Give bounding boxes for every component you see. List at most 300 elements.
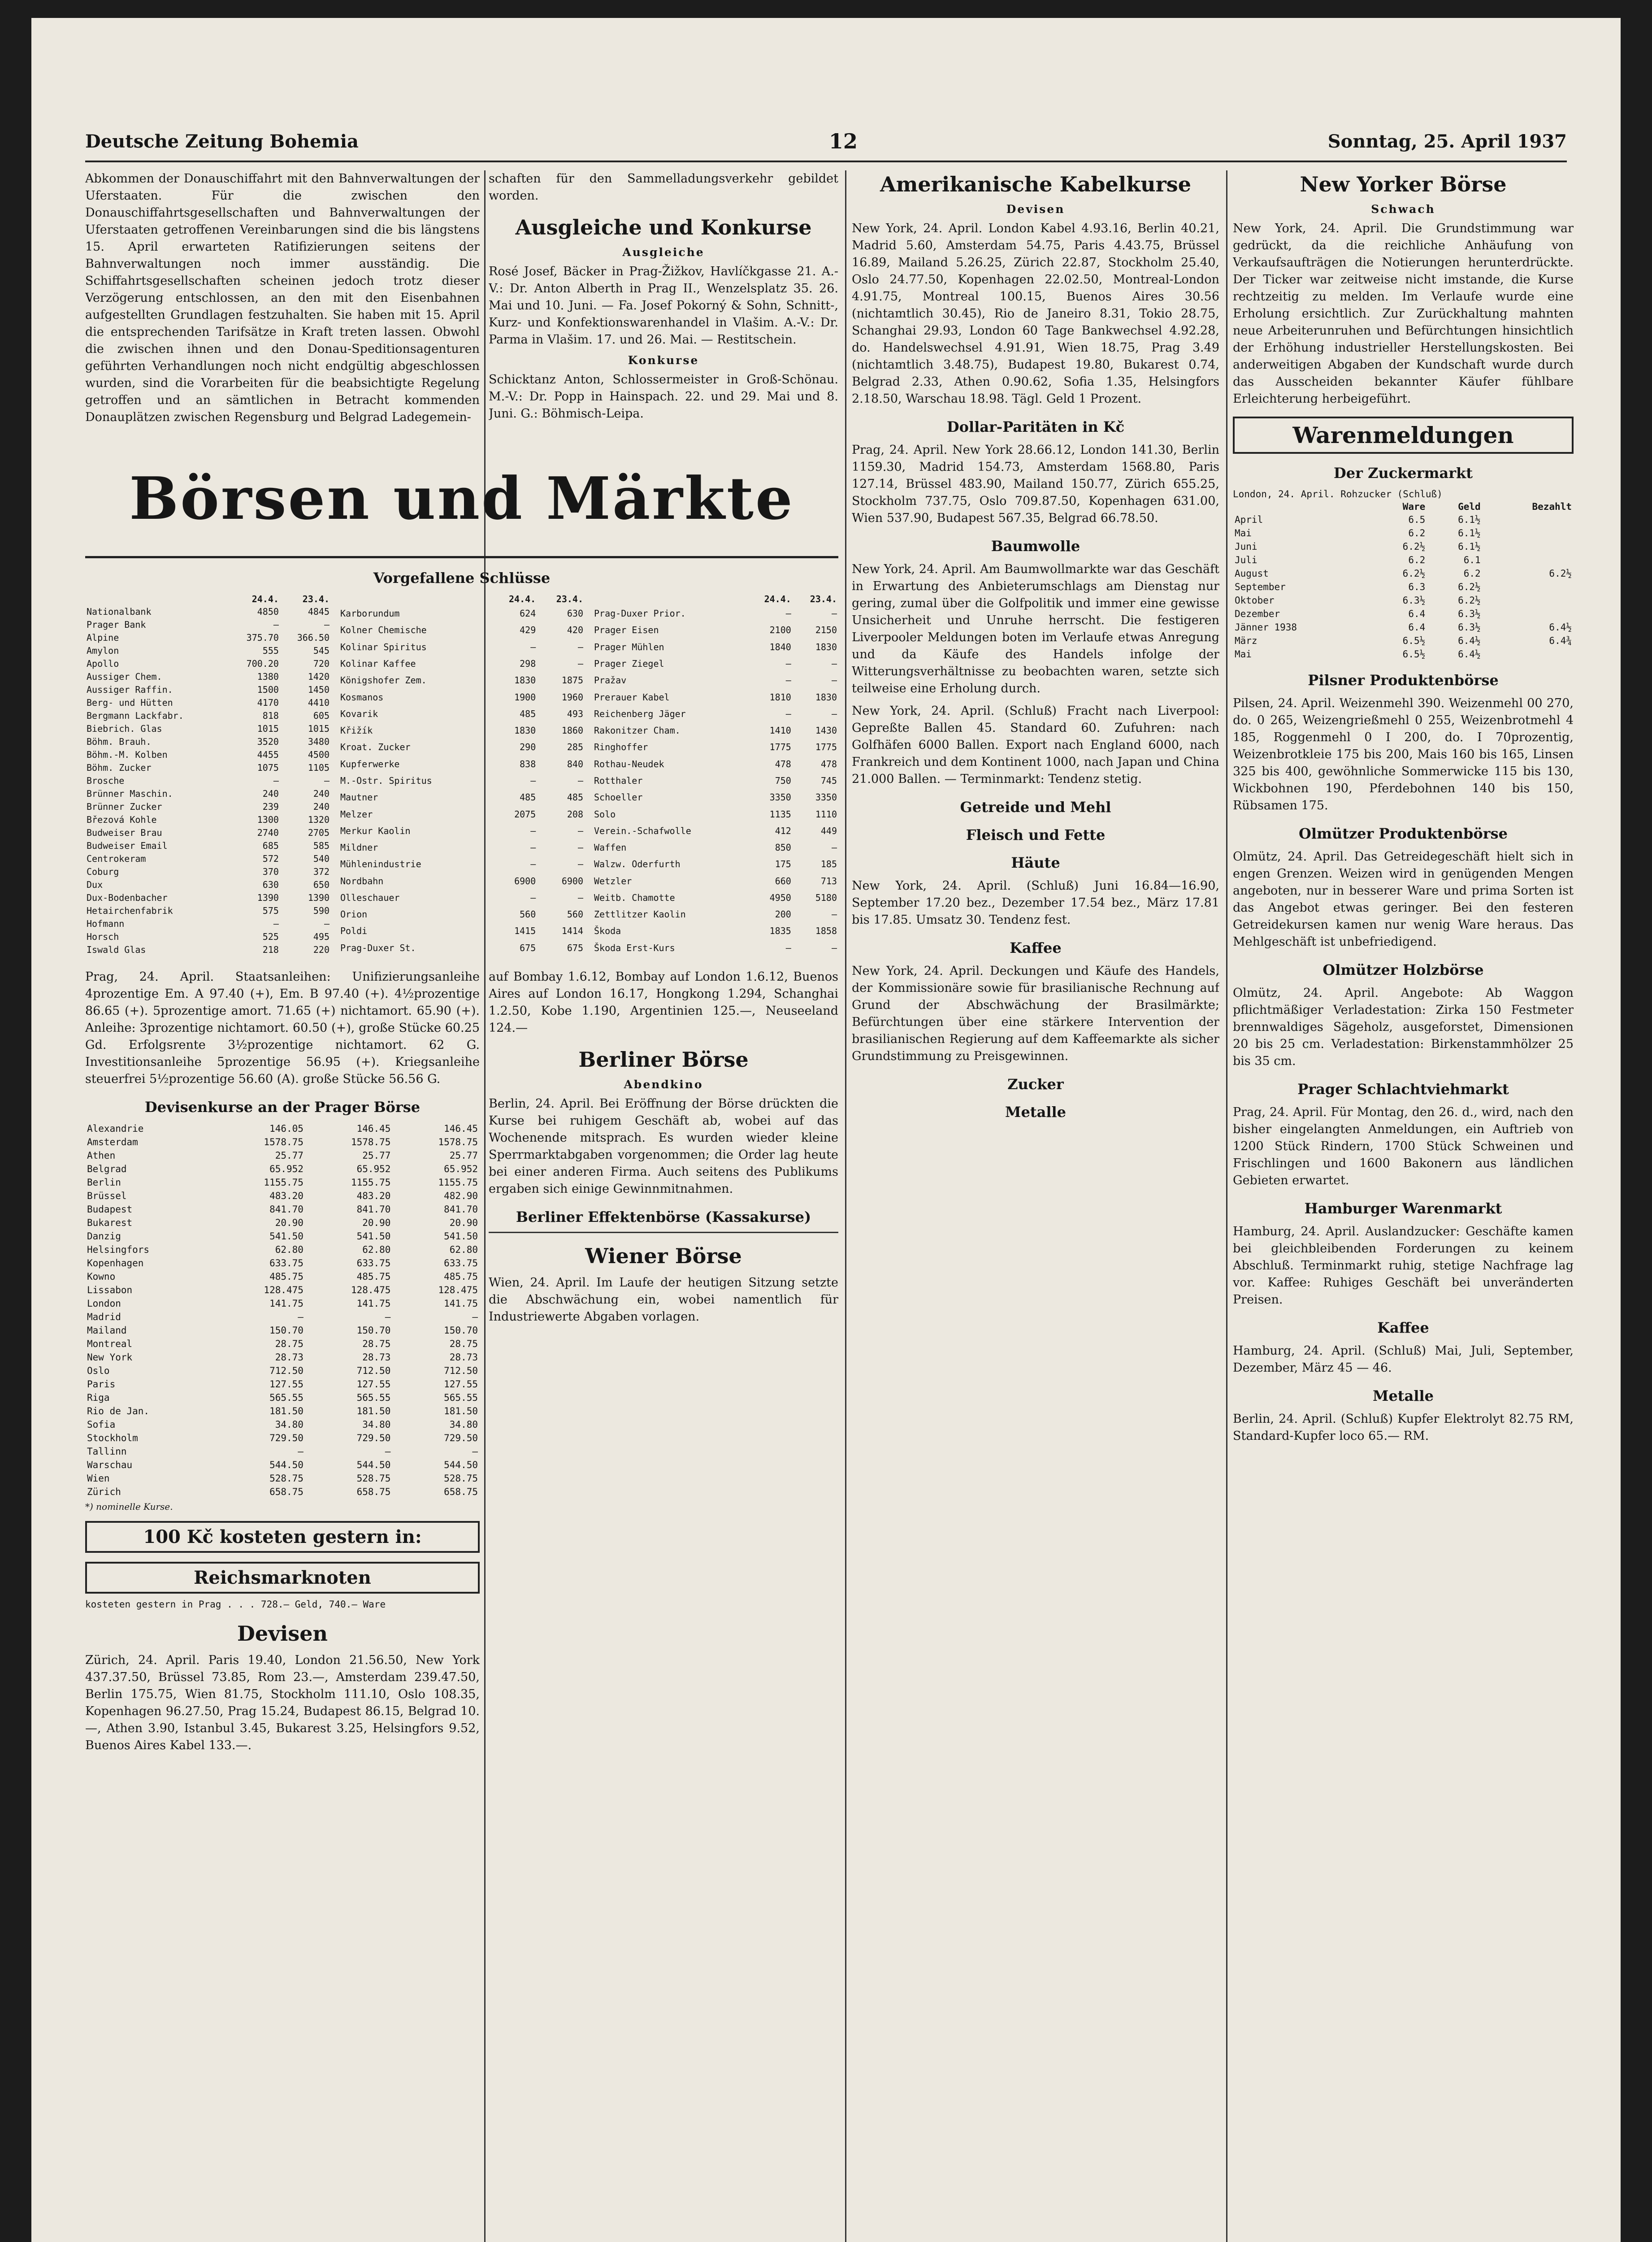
row-value: 485 <box>520 792 536 803</box>
row-value: 20.90 <box>362 1217 391 1228</box>
table-row <box>85 787 331 800</box>
row-value: — <box>324 619 330 630</box>
table-row <box>85 1283 480 1297</box>
row-value: 685 <box>262 840 279 851</box>
table-row <box>593 923 838 939</box>
row-value: 6.3½ <box>1458 622 1481 633</box>
row-value: — <box>530 825 536 836</box>
row-value: 6.1½ <box>1458 528 1481 539</box>
section-masthead: Börsen und Märkte <box>129 464 794 533</box>
table-row <box>339 722 585 739</box>
row-value: 1320 <box>308 814 330 825</box>
row-value: 712.50 <box>269 1365 304 1376</box>
row-label: Bukarest <box>87 1217 133 1228</box>
row-value: 28.73 <box>449 1352 478 1363</box>
zucker-london: London, 24. April. Rohzucker (Schluß) <box>1233 489 1443 500</box>
row-value: — <box>385 1446 391 1457</box>
col-header: 24.4. <box>251 594 279 604</box>
row-label: Nordbahn <box>340 875 384 886</box>
row-value: 750 <box>775 775 791 786</box>
row-value: 65.952 <box>444 1164 478 1174</box>
row-value: 660 <box>775 875 791 886</box>
row-value: 285 <box>567 742 583 753</box>
table-row <box>593 639 838 656</box>
row-value: 841.70 <box>356 1204 391 1215</box>
kaffee-hamburg-text: Hamburg, 24. April. (Schluß) Mai, Juli, September, Dezember, März 45 — 46. <box>1233 1344 1574 1375</box>
row-value: 745 <box>820 775 837 786</box>
row-value: — <box>831 942 837 953</box>
row-label: Lissabon <box>87 1285 133 1295</box>
row-value: 3350 <box>769 792 791 803</box>
table-row <box>593 656 838 672</box>
row-label: Solo <box>594 808 616 820</box>
row-value: 375.70 <box>246 632 279 643</box>
wiener-boerse-title: Wiener Börse <box>585 1244 742 1268</box>
row-label: September <box>1235 582 1286 592</box>
kaffee-text: New York, 24. April. Deckungen und Käufe des Handels, der Kommissionäre sowie für brasilianische Rechnung auf Grund der Abschwächung der Brasilmärkte; Befürchtungen über eine stärkere Intervention der brasilianischen Regierung auf dem Kaffeemarkte als sicher Grundstimmung zu Preisgewinnen. <box>852 964 1219 1063</box>
row-value: 6.1 <box>1463 555 1481 565</box>
row-value: 700.20 <box>246 658 279 669</box>
row-label: Prager Bank <box>87 619 146 630</box>
table-row <box>339 789 585 806</box>
col-header: 23.4. <box>302 594 330 604</box>
baumwolle-schluss: New York, 24. April. (Schluß) Fracht nach Liverpool: Gepreßte Ballen 45. Standard 60. Zufuhren: nach Golfhäfen 6000 Ballen. Export nach England 6000, nach Frankreich und dem Kontinent 1000, nach Japan und China 21.000 Ballen. — Terminmarkt: Tendenz stetig. <box>852 704 1219 786</box>
row-label: Aussiger Chem. <box>87 671 162 682</box>
row-value: 6.1½ <box>1458 514 1481 525</box>
row-value: 290 <box>520 742 536 753</box>
row-value: 485.75 <box>444 1271 478 1282</box>
row-value: 528.75 <box>444 1473 478 1484</box>
subhead-getreide: Getreide und Mehl <box>960 799 1111 816</box>
row-value: — <box>324 918 330 929</box>
row-value: 624 <box>520 608 536 619</box>
table-row <box>85 878 331 891</box>
row-value: 34.80 <box>362 1419 391 1430</box>
box-reichsmark: Reichsmarknoten <box>85 1562 480 1594</box>
table-row <box>85 943 331 956</box>
paper-name: Deutsche Zeitung Bohemia <box>85 130 359 152</box>
row-value: 729.50 <box>356 1433 391 1443</box>
row-value: 560 <box>567 909 583 920</box>
row-value: — <box>472 1312 478 1322</box>
row-value: 1300 <box>257 814 279 825</box>
row-value: 2150 <box>815 625 837 636</box>
table-row <box>85 1445 480 1458</box>
col-header: 23.4. <box>810 594 837 604</box>
reichsmark-text: kosteten gestern in Prag . . . 728.— Geld, 740.— Ware <box>85 1599 386 1610</box>
row-value: 1900 <box>514 691 536 703</box>
row-value: 485 <box>520 708 536 719</box>
row-value: 4410 <box>308 697 330 708</box>
row-label: Škoda <box>594 925 621 937</box>
row-label: Zürich <box>87 1486 121 1497</box>
table-row <box>593 890 838 906</box>
row-value: — <box>785 675 791 686</box>
row-label: Wetzler <box>594 875 632 886</box>
row-value: 1155.75 <box>351 1177 391 1188</box>
row-value: 1775 <box>815 742 837 753</box>
row-label: Merkur Kaolin <box>340 825 411 836</box>
row-label: Schoeller <box>594 792 643 803</box>
row-value: 127.55 <box>356 1379 391 1390</box>
section-title-ausgleiche: Ausgleiche und Konkurse <box>515 215 812 239</box>
row-value: 28.73 <box>275 1352 304 1363</box>
table-row <box>1233 594 1574 607</box>
col-header: Geld <box>1458 501 1481 512</box>
schlachtvieh-title: Prager Schlachtviehmarkt <box>1297 1081 1509 1098</box>
row-label: Březová Kohle <box>87 814 157 825</box>
table-row <box>339 605 585 622</box>
row-value: 1860 <box>561 725 583 736</box>
row-label: Biebrich. Glas <box>87 723 162 734</box>
row-value: 146.45 <box>444 1123 478 1134</box>
row-value: 630 <box>262 879 279 890</box>
row-value: 127.55 <box>269 1379 304 1390</box>
row-label: Dezember <box>1235 608 1280 619</box>
table-row <box>85 1351 480 1364</box>
row-value: 1390 <box>308 892 330 903</box>
metalle-text: Berlin, 24. April. (Schluß) Kupfer Elektrolyt 82.75 RM, Standard-Kupfer loco 65.— RM. <box>1233 1412 1574 1443</box>
row-value: 6.2 <box>1408 528 1426 539</box>
table-row <box>85 1270 480 1283</box>
table-row <box>85 1431 480 1445</box>
row-value: — <box>831 842 837 853</box>
row-value: 4845 <box>308 606 330 617</box>
table-row <box>85 1337 480 1351</box>
row-label: Apollo <box>87 658 119 669</box>
row-value: 62.80 <box>362 1244 391 1255</box>
header-rule <box>85 161 1567 162</box>
row-label: Kovarik <box>340 708 378 719</box>
row-value <box>1483 540 1574 553</box>
table-row <box>85 1297 480 1310</box>
row-label: Athen <box>87 1150 116 1161</box>
row-value: 185 <box>820 859 837 870</box>
row-label: Amylon <box>87 645 119 656</box>
konkurse-text: Schicktanz Anton, Schlossermeister in Groß-Schönau. M.-V.: Dr. Popp in Hainspach. 22. und 29. Mai und 8. Juni. G.: Böhmisch-Leipa. <box>489 373 838 421</box>
subhead-haeute: Häute <box>1011 854 1060 871</box>
row-value: — <box>530 842 536 853</box>
row-value: — <box>324 775 330 786</box>
row-value: 6900 <box>514 875 536 886</box>
row-label: Budapest <box>87 1204 133 1215</box>
subhead-metalle: Metalle <box>1005 1104 1066 1121</box>
row-label: Iswald Glas <box>87 944 146 955</box>
row-label: Kroat. Zucker <box>340 742 411 753</box>
row-label: Warschau <box>87 1460 133 1470</box>
table-row <box>85 1377 480 1391</box>
row-value: 485.75 <box>269 1271 304 1282</box>
row-value: — <box>273 918 279 929</box>
row-value: 4455 <box>257 749 279 760</box>
lower-left-column <box>85 969 480 1760</box>
table-row <box>85 1243 480 1256</box>
row-value: 6.4½ <box>1458 649 1481 660</box>
row-value: 1810 <box>769 691 791 703</box>
row-value: 4950 <box>769 892 791 903</box>
table-row <box>85 670 331 683</box>
table-row <box>593 672 838 689</box>
row-value: 565.55 <box>444 1392 478 1403</box>
row-value: 1420 <box>308 671 330 682</box>
table-row <box>85 774 331 787</box>
row-value: — <box>831 909 837 920</box>
table-row <box>593 823 838 839</box>
table-row <box>85 1310 480 1324</box>
table-row <box>339 756 585 773</box>
row-value: 6.4 <box>1408 622 1426 633</box>
row-value: — <box>785 942 791 953</box>
row-value: 485.75 <box>356 1271 391 1282</box>
row-value: 449 <box>820 825 837 836</box>
table-row <box>339 689 585 705</box>
table-row <box>339 923 585 939</box>
row-label: März <box>1235 635 1257 646</box>
table-row <box>339 773 585 789</box>
table-row <box>593 622 838 639</box>
column-1-top <box>85 170 480 457</box>
row-value: 1075 <box>257 762 279 773</box>
row-value: 28.75 <box>449 1338 478 1349</box>
row-value: — <box>785 708 791 719</box>
row-value: 141.75 <box>444 1298 478 1309</box>
row-value: 493 <box>567 708 583 719</box>
row-label: Škoda Erst-Kurs <box>594 942 675 953</box>
table-row <box>1233 513 1574 526</box>
row-value: 1105 <box>308 762 330 773</box>
row-value: 565.55 <box>269 1392 304 1403</box>
row-value: 541.50 <box>444 1231 478 1242</box>
row-label: Dux-Bodenbacher <box>87 892 168 903</box>
pilsner-title: Pilsner Produktenbörse <box>1308 672 1499 689</box>
table-row <box>593 722 838 739</box>
row-value: 1830 <box>815 641 837 652</box>
row-value: 20.90 <box>275 1217 304 1228</box>
row-value: 575 <box>262 905 279 916</box>
row-label: Juni <box>1235 541 1257 552</box>
table-row <box>339 639 585 656</box>
row-label: Ringhoffer <box>594 742 648 753</box>
row-label: Kolner Chemische <box>340 625 427 636</box>
table-row <box>593 756 838 773</box>
table-row <box>85 800 331 813</box>
row-value: — <box>577 775 583 786</box>
row-value: 605 <box>313 710 330 721</box>
table-row <box>593 806 838 822</box>
table-row <box>1233 647 1574 661</box>
row-label: Brosche <box>87 775 125 786</box>
row-value <box>1483 607 1574 621</box>
row-value: 240 <box>313 801 330 812</box>
row-value: 181.50 <box>356 1406 391 1416</box>
row-value: — <box>577 641 583 652</box>
row-value: 28.73 <box>362 1352 391 1363</box>
row-label: Wien <box>87 1473 110 1484</box>
row-value: 6.4 <box>1408 608 1426 619</box>
row-value: 525 <box>262 931 279 942</box>
running-header <box>85 126 1567 157</box>
row-value: 658.75 <box>444 1486 478 1497</box>
row-value: 483.20 <box>269 1191 304 1201</box>
berliner-text: Berlin, 24. April. Bei Eröffnung der Börse drückten die Kurse bei ruhigem Geschäft ab, wobei auf das Wochenende mitsprach. Es wurden wieder kleine Sperrmarktabgaben vorgenommen; die Order lag heute bei einer anderen Firma. Auch seitens des Publikums ergaben sich einige Gewinnmitnahmen. <box>489 1097 838 1196</box>
olmuetzer-produkten-text: Olmütz, 24. April. Das Getreidegeschäft hielt sich in engen Grenzen. Weizen wird in genügenden Mengen angeboten, nur in besserer Ware und prima Sorten ist das Angebot etwas geringer. Bei den festeren Getreidekursen kamen nur wenig Ware heraus. Das Mehlgeschäft ist unbefriedigend. <box>1233 850 1574 949</box>
row-value: — <box>577 825 583 836</box>
row-value: 65.952 <box>356 1164 391 1174</box>
row-value: 6.2 <box>1463 568 1481 579</box>
row-label: Prag-Duxer Prior. <box>594 608 686 619</box>
row-value: — <box>831 708 837 719</box>
row-value <box>1483 594 1574 607</box>
row-value: 1875 <box>561 675 583 686</box>
row-label: Mautner <box>340 792 378 803</box>
row-value: 478 <box>820 758 837 769</box>
row-label: Rotthaler <box>594 775 643 786</box>
table-row <box>85 1458 480 1472</box>
row-value: 181.50 <box>269 1406 304 1416</box>
row-value: 200 <box>775 909 791 920</box>
table-row <box>85 631 331 644</box>
table-row <box>1233 621 1574 634</box>
row-value: 2075 <box>514 808 536 820</box>
row-value: 366.50 <box>297 632 330 643</box>
row-value: — <box>577 658 583 669</box>
row-label: Kolinar Kaffee <box>340 658 416 669</box>
row-label: Madrid <box>87 1312 121 1322</box>
stock-table-2 <box>339 593 585 956</box>
row-value: 150.70 <box>269 1325 304 1336</box>
row-value: — <box>273 775 279 786</box>
row-value: 1135 <box>769 808 791 820</box>
row-value: — <box>831 675 837 686</box>
row-label: Hetairchenfabrik <box>87 905 173 916</box>
row-value: 541.50 <box>356 1231 391 1242</box>
row-label: Prerauer Kabel <box>594 691 670 703</box>
row-label: Horsch <box>87 931 119 942</box>
row-label: Danzig <box>87 1231 121 1242</box>
row-value: 208 <box>567 808 583 820</box>
table-row <box>85 839 331 852</box>
row-label: Mai <box>1235 649 1252 660</box>
row-label: Alpine <box>87 632 119 643</box>
table-row <box>593 906 838 923</box>
row-label: Olleschauer <box>340 892 400 903</box>
kabelkurse-title: Amerikanische Kabelkurse <box>880 172 1191 196</box>
row-label: Riga <box>87 1392 110 1403</box>
haeute-text: New York, 24. April. (Schluß) Juni 16.84—16.90, September 17.20 bez., Dezember 17.54 bez., März 17.81 bis 17.85. Umsatz 30. Tendenz fest. <box>852 879 1219 927</box>
row-value: 298 <box>520 658 536 669</box>
devisen-title: Devisen <box>237 1621 328 1646</box>
row-value: 141.75 <box>356 1298 391 1309</box>
row-value: 4850 <box>257 606 279 617</box>
row-label: Rakonitzer Cham. <box>594 725 681 736</box>
row-value: 1414 <box>561 925 583 937</box>
row-value: 560 <box>520 909 536 920</box>
row-value: 1835 <box>769 925 791 937</box>
col-header <box>1233 500 1372 513</box>
row-value: 1110 <box>815 808 837 820</box>
row-value: — <box>530 775 536 786</box>
row-value: 541.50 <box>269 1231 304 1242</box>
row-label: Kupferwerke <box>340 758 400 769</box>
row-label: Königshofer Zem. <box>340 675 427 686</box>
row-label: Prager Mühlen <box>594 641 664 652</box>
table-row <box>85 1364 480 1377</box>
table-row <box>339 940 585 956</box>
row-value: 712.50 <box>444 1365 478 1376</box>
subhead-schwach: Schwach <box>1371 203 1435 216</box>
row-value: 28.75 <box>275 1338 304 1349</box>
row-value: 25.77 <box>449 1150 478 1161</box>
table-row <box>85 683 331 696</box>
subhead-dollar: Dollar-Paritäten in Kč <box>946 418 1125 435</box>
ny-boerse-text: New York, 24. April. Die Grundstimmung war gedrückt, da die reichliche Anhäufung von Verkaufsaufträgen die Notierungen herunterdrückte. Der Ticker war zeitweise nicht imstande, die Kurse rechtzeitig zu melden. Im Verlaufe wurde eine Erholung ersichtlich. Zur Zurückhaltung mahnten neue Arbeiterunruhen und Befürchtungen hinsichtlich der Erhöhung industrieller Herstellungskosten. Bei anderweitigen Abgaben der Kundschaft wurde durch das Ausscheiden bekannter Käufer fühlbare Erleichterung herbeigeführt. <box>1233 222 1574 406</box>
row-value: 713 <box>820 875 837 886</box>
row-label: Oktober <box>1235 595 1275 606</box>
row-value: 1830 <box>514 675 536 686</box>
devisen-footnote: *) nominelle Kurse. <box>85 1501 173 1512</box>
row-value: 1830 <box>815 691 837 703</box>
ausgleiche-text: Rosé Josef, Bäcker in Prag-Žižkov, Havlíčkgasse 21. A.-V.: Dr. Anton Alberth in Prag II., Wenzelsplatz 35. 26. Mai und 10. Juni. — Fa. Josef Pokorný & Sohn, Schnitt-, Kurz- und Konfektionswarenhandel in Vlašim. A.-V.: Dr. Parma in Vlašim. 17. und 26. Mai. — Restitschein. <box>489 265 838 347</box>
row-label: Walzw. Oderfurth <box>594 859 681 870</box>
article-donau: Abkommen der Donauschiffahrt mit den Bahnverwaltungen der Uferstaaten. Für die zwischen den Donauschiffahrtsgesellschaften und Bahnverwaltungen der Uferstaaten getroffenen Vereinbarungen sind die bis längstens 15. April erwarteten Ratifizierungen seitens der Bahnverwaltungen noch immer ausständig. Die Schiffahrtsgesellschaften scheinen jedoch trotz dieser Verzögerung entschlossen, an den mit den Eisenbahnen aufgestellten Grundlagen festzuhalten. Sie haben mit 15. April die entsprechenden Tarifsätze in Kraft treten lassen. Obwohl die zwischen ihnen und den Donau-Speditionsagenturen geführten Verhandlungen noch nicht endgültig abgeschlossen wurden, sind die Vorarbeiten für die beabsichtigte Regelung getroffen und an sämtlichen in Betracht kommenden Donauplätzen zwischen Regensburg und Belgrad Ladegemein- <box>85 172 480 424</box>
row-label: Amsterdam <box>87 1137 138 1147</box>
table-row <box>85 761 331 774</box>
row-value: 658.75 <box>356 1486 391 1497</box>
row-value: 6.2½ <box>1458 595 1481 606</box>
row-value: 633.75 <box>356 1258 391 1269</box>
row-label: Mai <box>1235 528 1252 539</box>
row-value: 34.80 <box>449 1419 478 1430</box>
hamburger-text: Hamburg, 24. April. Auslandzucker: Geschäfte kamen bei gleichbleibenden Forderungen zu keinem Abschluß. Terminmarkt ruhig, stetige Nachfrage lag vor. Kaffee: Ruhiges Geschäft bei unveränderten Preisen. <box>1233 1225 1574 1307</box>
row-label: Weitb. Chamotte <box>594 892 675 903</box>
table-row <box>85 1216 480 1230</box>
table-row <box>593 739 838 756</box>
row-label: Kopenhagen <box>87 1258 144 1269</box>
subhead-fleisch: Fleisch und Fette <box>966 826 1106 843</box>
column-rule <box>1226 170 1227 2242</box>
row-value: 3520 <box>257 736 279 747</box>
effektenboerse-title: Berliner Effektenbörse (Kassakurse) <box>516 1208 811 1225</box>
row-label: Dux <box>87 879 103 890</box>
row-value: 240 <box>313 788 330 799</box>
table-row <box>593 605 838 622</box>
dollar-text: Prag, 24. April. New York 28.66.12, London 141.30, Berlin 1159.30, Madrid 154.73, Amsterdam 1568.80, Paris 127.14, Brüssel 483.90, Mailand 150.77, Zürich 655.25, Stockholm 737.75, Oslo 709.87.50, Kopenhagen 631.00, Wien 537.90, Budapest 567.35, Belgrad 66.78.50. <box>852 443 1219 525</box>
row-value: 28.75 <box>362 1338 391 1349</box>
row-value: 6900 <box>561 875 583 886</box>
row-value: 840 <box>567 758 583 769</box>
row-value: 2740 <box>257 827 279 838</box>
row-label: Stockholm <box>87 1433 138 1443</box>
table-row <box>85 1404 480 1418</box>
row-label: April <box>1235 514 1263 525</box>
row-value: 128.475 <box>438 1285 478 1295</box>
table-row <box>85 826 331 839</box>
col-header: 23.4. <box>556 594 583 604</box>
row-value: 6.4½ <box>1458 635 1481 646</box>
row-value: 650 <box>313 879 330 890</box>
row-label: Melzer <box>340 808 373 820</box>
row-label: Böhm. Zucker <box>87 762 152 773</box>
row-label: Waffen <box>594 842 627 853</box>
row-value: 720 <box>313 658 330 669</box>
row-label: Coburg <box>87 866 119 877</box>
table-row <box>85 1135 480 1149</box>
olmuetzer-holz-text: Olmütz, 24. April. Angebote: Ab Waggon pflichtmäßiger Verladestation: Zirka 150 Festmeter brennwaldiges Sägeholz, ausgeforstet, Dimensionen 20 bis 25 cm. Verladestation: Birkenstammhölzer 25 bis 35 cm. <box>1233 986 1574 1068</box>
row-value: — <box>273 619 279 630</box>
row-label: Poldi <box>340 925 368 937</box>
row-value: 6.4¾ <box>1549 635 1572 646</box>
row-label: Kolinar Spiritus <box>340 641 427 652</box>
